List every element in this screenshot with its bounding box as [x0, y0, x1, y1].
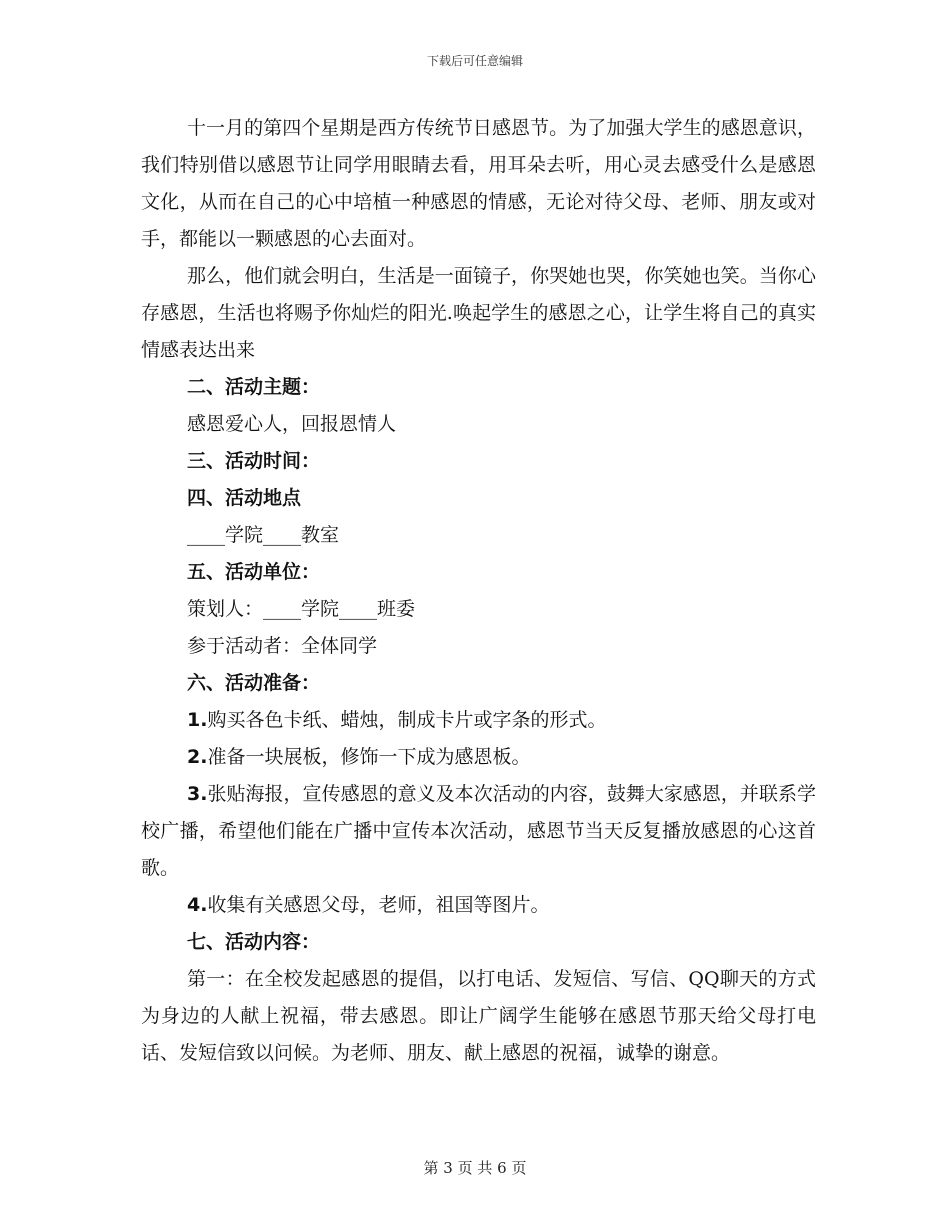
page-footer: 第 3 页 共 6 页 [423, 1159, 527, 1177]
prep-item-2 [141, 739, 816, 776]
section-preparation-heading: 六、活动准备： [187, 672, 321, 694]
prep-item-text: 收集有关感恩父母，老师，祖国等图片。 [207, 894, 550, 916]
prep-item-number: 2. [187, 746, 208, 768]
section-theme-heading: 二、活动主题： [187, 376, 321, 398]
prep-item-number: 3. [187, 783, 208, 805]
prep-item-text: 张贴海报，宣传感恩的意义及本次活动的内容，鼓舞大家感恩，并联系学校广播，希望他们能在广播中宣传本次活动，感恩节当天反复播放感恩的心这首歌。 [141, 783, 816, 879]
prep-item-3 [141, 776, 816, 887]
section-time-heading: 三、活动时间： [187, 450, 321, 472]
section-theme-text: 感恩爱心人，回报恩情人 [187, 413, 397, 435]
section-unit-heading: 五、活动单位： [187, 561, 321, 583]
section-unit-participants: 参于活动者：全体同学 [187, 635, 378, 657]
section-location-heading: 四、活动地点 [187, 487, 302, 509]
intro-paragraph-2: 那么，他们就会明白，生活是一面镜子，你哭她也哭，你笑她也笑。当你心存感恩，生活也将赐予你灿烂的阳光.唤起学生的感恩之心，让学生将自己的真实情感表达出来 [141, 265, 816, 361]
prep-item-number: 1. [187, 709, 208, 731]
page-header: 下载后可任意编辑 [426, 54, 523, 68]
prep-item-4 [141, 887, 816, 924]
document-body [141, 110, 816, 1072]
prep-item-text: 准备一块展板，修饰一下成为感恩板。 [207, 746, 531, 768]
intro-paragraph-1: 十一月的第四个星期是西方传统节日感恩节。为了加强大学生的感恩意识，我们特别借以感恩节让同学用眼睛去看，用耳朵去听，用心灵去感受什么是感恩文化，从而在自己的心中培植一种感恩的情感，无论对待父母、老师、朋友或对手，都能以一颗感恩的心去面对。 [141, 117, 816, 250]
section-content-heading: 七、活动内容： [187, 931, 321, 953]
prep-item-number: 4. [187, 894, 208, 916]
prep-item-text: 购买各色卡纸、蜡烛，制成卡片或字条的形式。 [207, 709, 607, 731]
section-location-text: ____学院____教室 [187, 524, 340, 546]
section-unit-planner: 策划人：____学院____班委 [187, 598, 416, 620]
prep-item-1 [141, 702, 816, 739]
section-content-text: 第一：在全校发起感恩的提倡，以打电话、发短信、写信、QQ聊天的方式为身边的人献上祝福，带去感恩。即让广阔学生能够在感恩节那天给父母打电话、发短信致以问候。为老师、朋友、献上感恩的祝福，诚挚的谢意。 [141, 968, 816, 1064]
